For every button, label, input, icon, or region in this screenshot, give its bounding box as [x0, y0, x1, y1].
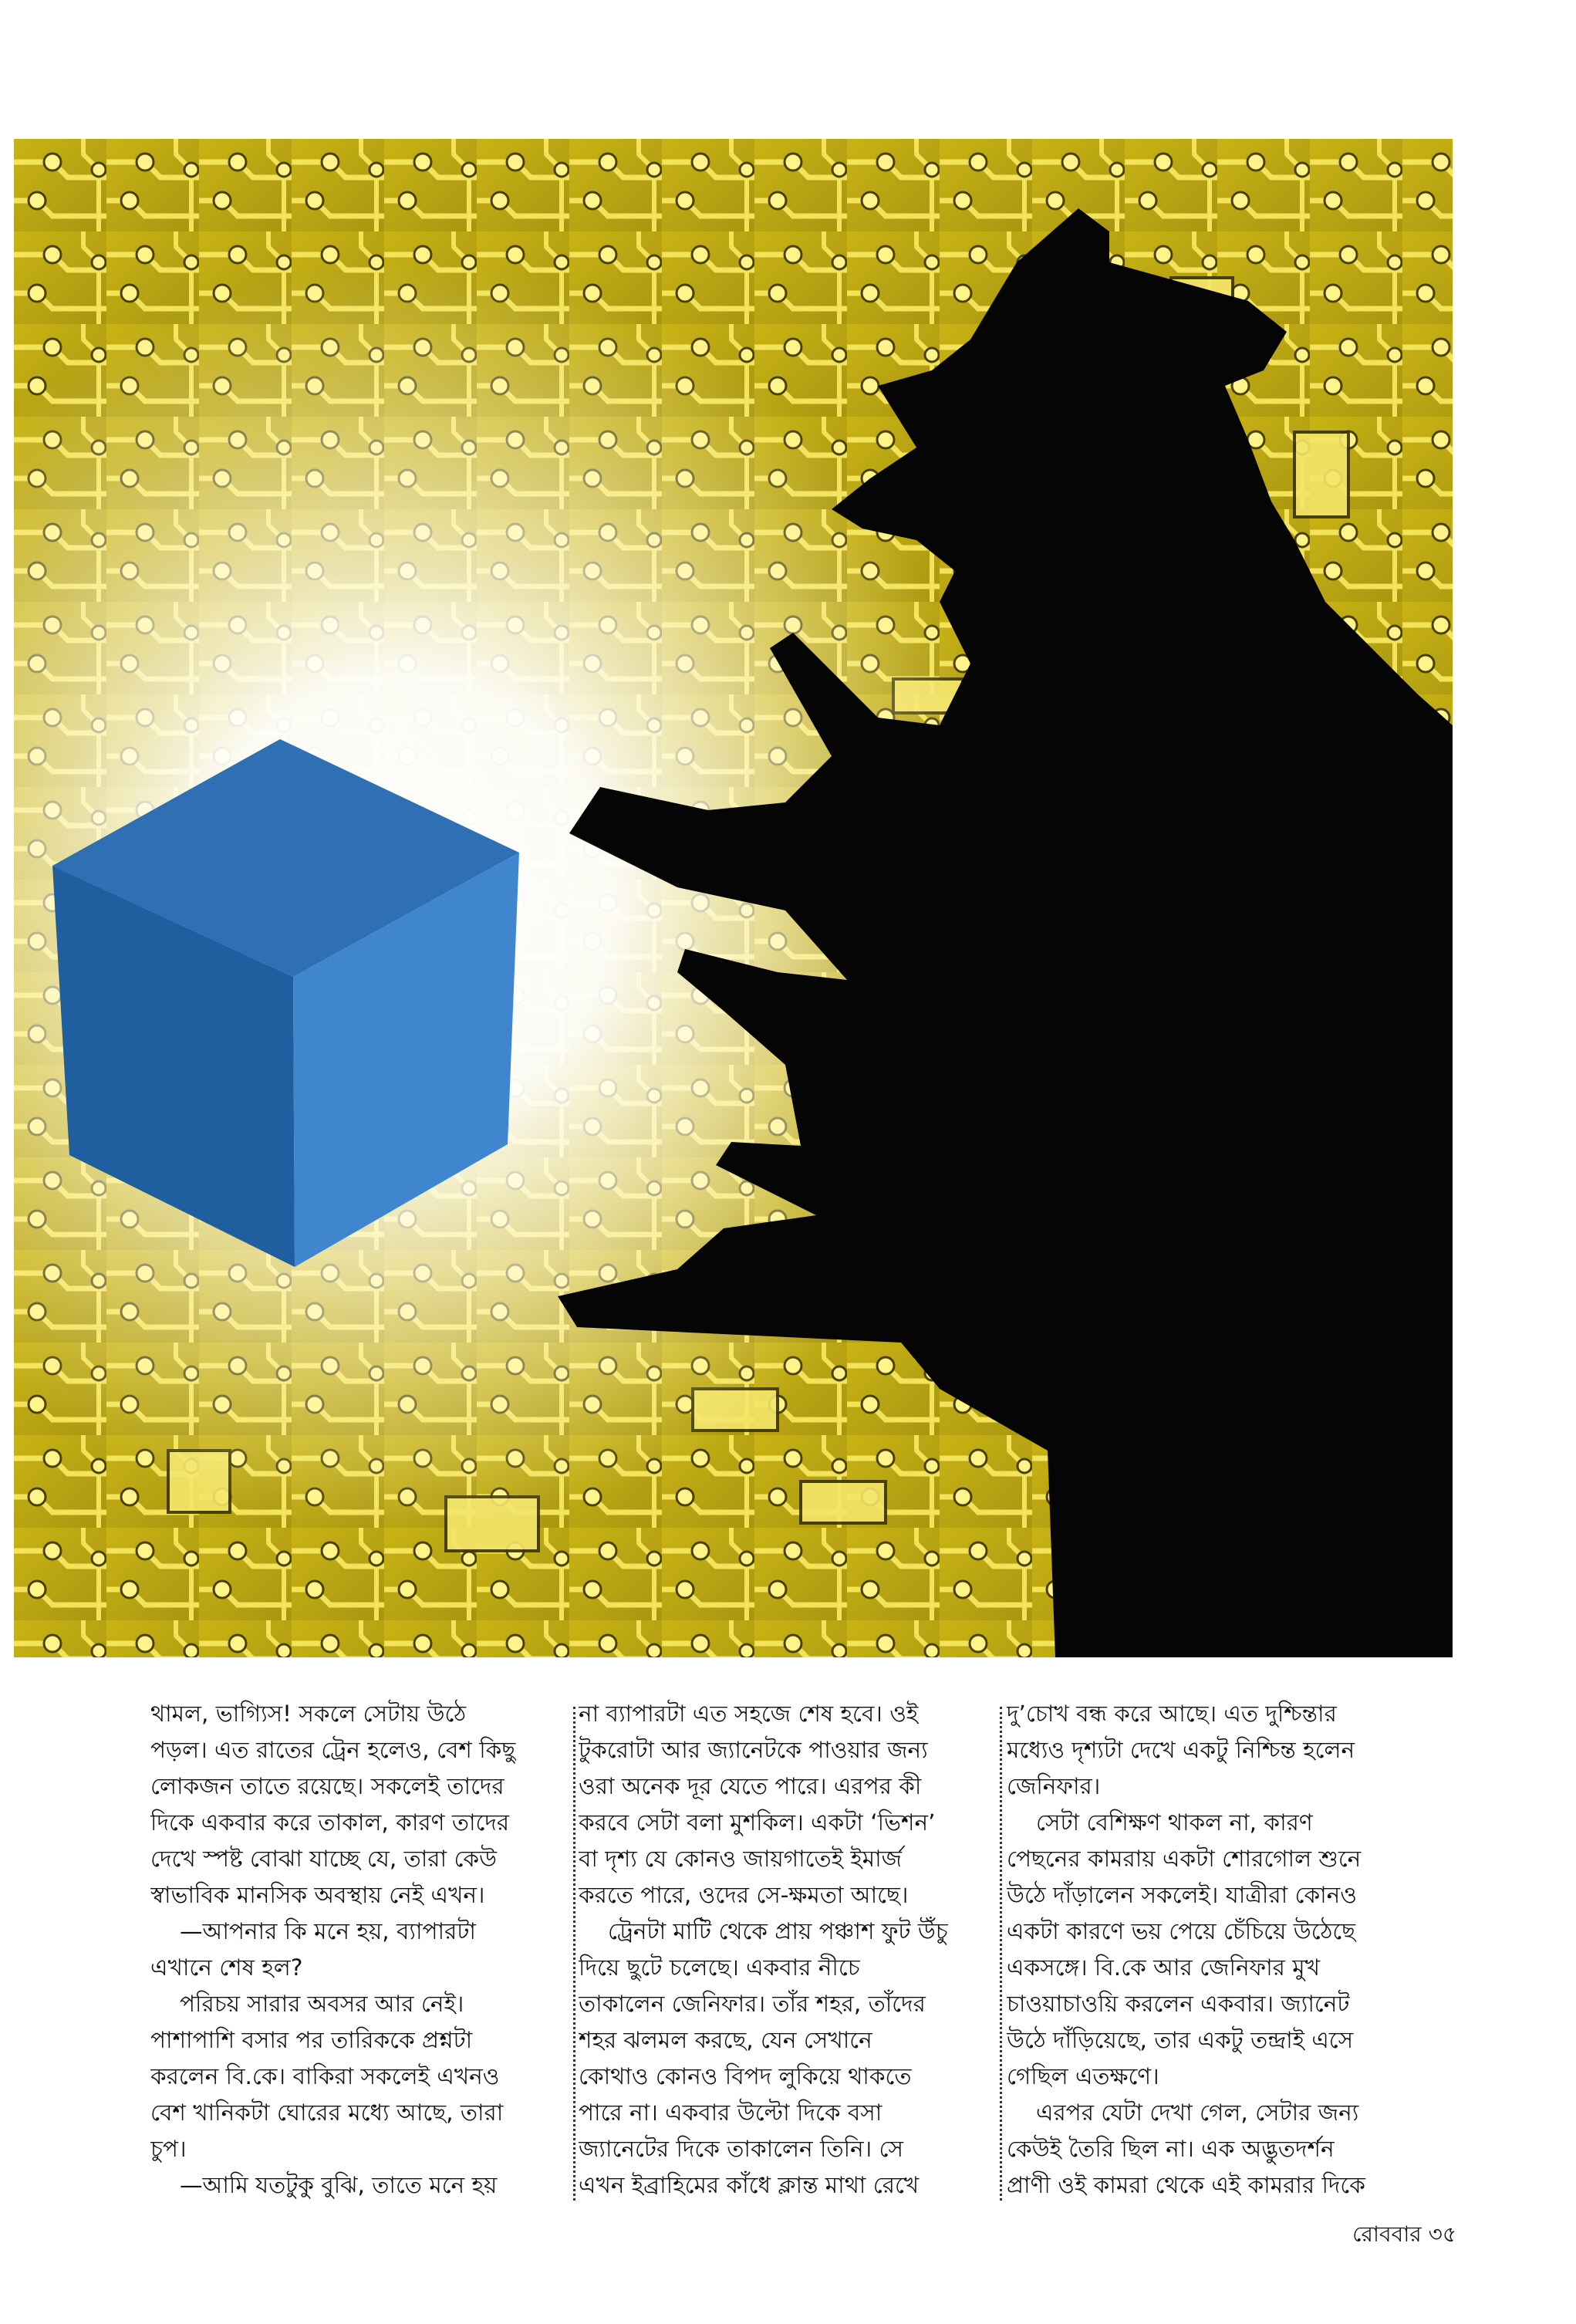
article-line: করতে পারে, ওদের সে-ক্ষমতা আছে।	[579, 1882, 909, 1908]
article-line: পেছনের কামরায় একটা শোরগোল শুনে	[1007, 1846, 1362, 1872]
article-line: উঠে দাঁড়িয়েছে, তার একটু তন্দ্রাই এসে	[1007, 2027, 1354, 2053]
column-divider	[573, 1707, 575, 2201]
article-line: মধ্যেও দৃশ্যটা দেখে একটু নিশ্চিন্ত হলেন	[1007, 1737, 1355, 1763]
column-divider	[1000, 1707, 1002, 2201]
article-line: একটা কারণে ভয় পেয়ে চেঁচিয়ে উঠেছে	[1007, 1918, 1356, 1944]
article-line: সেটা বেশিক্ষণ থাকল না, কারণ	[1036, 1809, 1313, 1836]
article-line: জেনিফার।	[1007, 1773, 1101, 1799]
article-line: একসঙ্গে। বি.কে আর জেনিফার মুখ	[1007, 1954, 1321, 1981]
article-line: দিয়ে ছুটে চলেছে। একবার নীচে	[579, 1954, 860, 1981]
story-illustration	[14, 139, 1453, 1657]
article-line: ট্রেনটা মাটি থেকে প্রায় পঞ্চাশ ফুট উঁচু	[608, 1918, 948, 1944]
article-line: বেশ খানিকটা ঘোরের মধ্যে আছে, তারা	[150, 2099, 504, 2126]
article-line: পরিচয় সারার অবসর আর নেই।	[180, 1991, 464, 2017]
article-line: গেছিল এতক্ষণে।	[1007, 2063, 1159, 2089]
article-line: জ্যানেটের দিকে তাকালেন তিনি। সে	[579, 2136, 904, 2162]
article-line: করবে সেটা বলা মুশকিল। একটা ‘ভিশন’	[579, 1809, 936, 1836]
article-line: না ব্যাপারটা এত সহজে শেষ হবে। ওই	[579, 1701, 919, 1727]
article-line: পাশাপাশি বসার পর তারিককে প্রশ্নটা	[150, 2027, 473, 2053]
page-footer	[1302, 2219, 1456, 2250]
article-line: পারে না। একবার উল্টো দিকে বসা	[579, 2099, 882, 2126]
article-line: পড়ল। এত রাতের ট্রেন হলেও, বেশ কিছু	[150, 1737, 516, 1763]
magazine-name: রোববার	[1352, 2221, 1422, 2247]
article-line: লোকজন তাতে রয়েছে। সকলেই তাদের	[150, 1773, 505, 1799]
article-line: থামল, ভাগ্যিস! সকলে সেটায় উঠে	[150, 1701, 467, 1727]
article-line: কেউই তৈরি ছিল না। এক অদ্ভুতদর্শন	[1007, 2136, 1335, 2162]
article-line: এখন ইব্রাহিমের কাঁধে ক্লান্ত মাথা রেখে	[579, 2172, 920, 2198]
article-line: এরপর যেটা দেখা গেল, সেটার জন্য	[1036, 2099, 1359, 2126]
article-line: চুপ।	[150, 2136, 187, 2162]
article-line: —আমি যতটুকু বুঝি, তাতে মনে হয়	[180, 2172, 498, 2198]
article-line: প্রাণী ওই কামরা থেকে এই কামরার দিকে	[1007, 2172, 1365, 2198]
illustration-svg	[14, 139, 1453, 1657]
article-line: এখানে শেষ হল?	[150, 1954, 303, 1981]
article-line: দু’চোখ বন্ধ করে আছে। এত দুশ্চিন্তার	[1007, 1701, 1337, 1727]
article-line: ওরা অনেক দূর যেতে পারে। এরপর কী	[579, 1773, 922, 1799]
article-line: —আপনার কি মনে হয়, ব্যাপারটা	[180, 1918, 476, 1944]
article-line: বা দৃশ্য যে কোনও জায়গাতেই ইমার্জ	[579, 1846, 903, 1872]
article-line: দিকে একবার করে তাকাল, কারণ তাদের	[150, 1809, 510, 1836]
article-line: চাওয়াচাওয়ি করলেন একবার। জ্যানেট	[1007, 1991, 1350, 2017]
page-number: ৩৫	[1428, 2221, 1456, 2247]
article-column-2	[579, 1696, 978, 2204]
article-line: টুকরোটা আর জ্যানেটকে পাওয়ার জন্য	[579, 1737, 928, 1763]
article-line: দেখে স্পষ্ট বোঝা যাচ্ছে যে, তারা কেউ	[150, 1846, 498, 1872]
article-line: উঠে দাঁড়ালেন সকলেই। যাত্রীরা কোনও	[1007, 1882, 1358, 1908]
article-line: স্বাভাবিক মানসিক অবস্থায় নেই এখন।	[150, 1882, 485, 1908]
article-line: শহর ঝলমল করছে, যেন সেখানে	[579, 2027, 872, 2053]
article-line: তাকালেন জেনিফার। তাঁর শহর, তাঁদের	[579, 1991, 926, 2017]
article-body	[150, 1696, 1437, 2208]
article-line: করলেন বি.কে। বাকিরা সকলেই এখনও	[150, 2063, 500, 2089]
article-line: কোথাও কোনও বিপদ লুকিয়ে থাকতে	[579, 2063, 912, 2089]
article-column-3	[1007, 1696, 1406, 2204]
article-column-1	[150, 1696, 550, 2204]
